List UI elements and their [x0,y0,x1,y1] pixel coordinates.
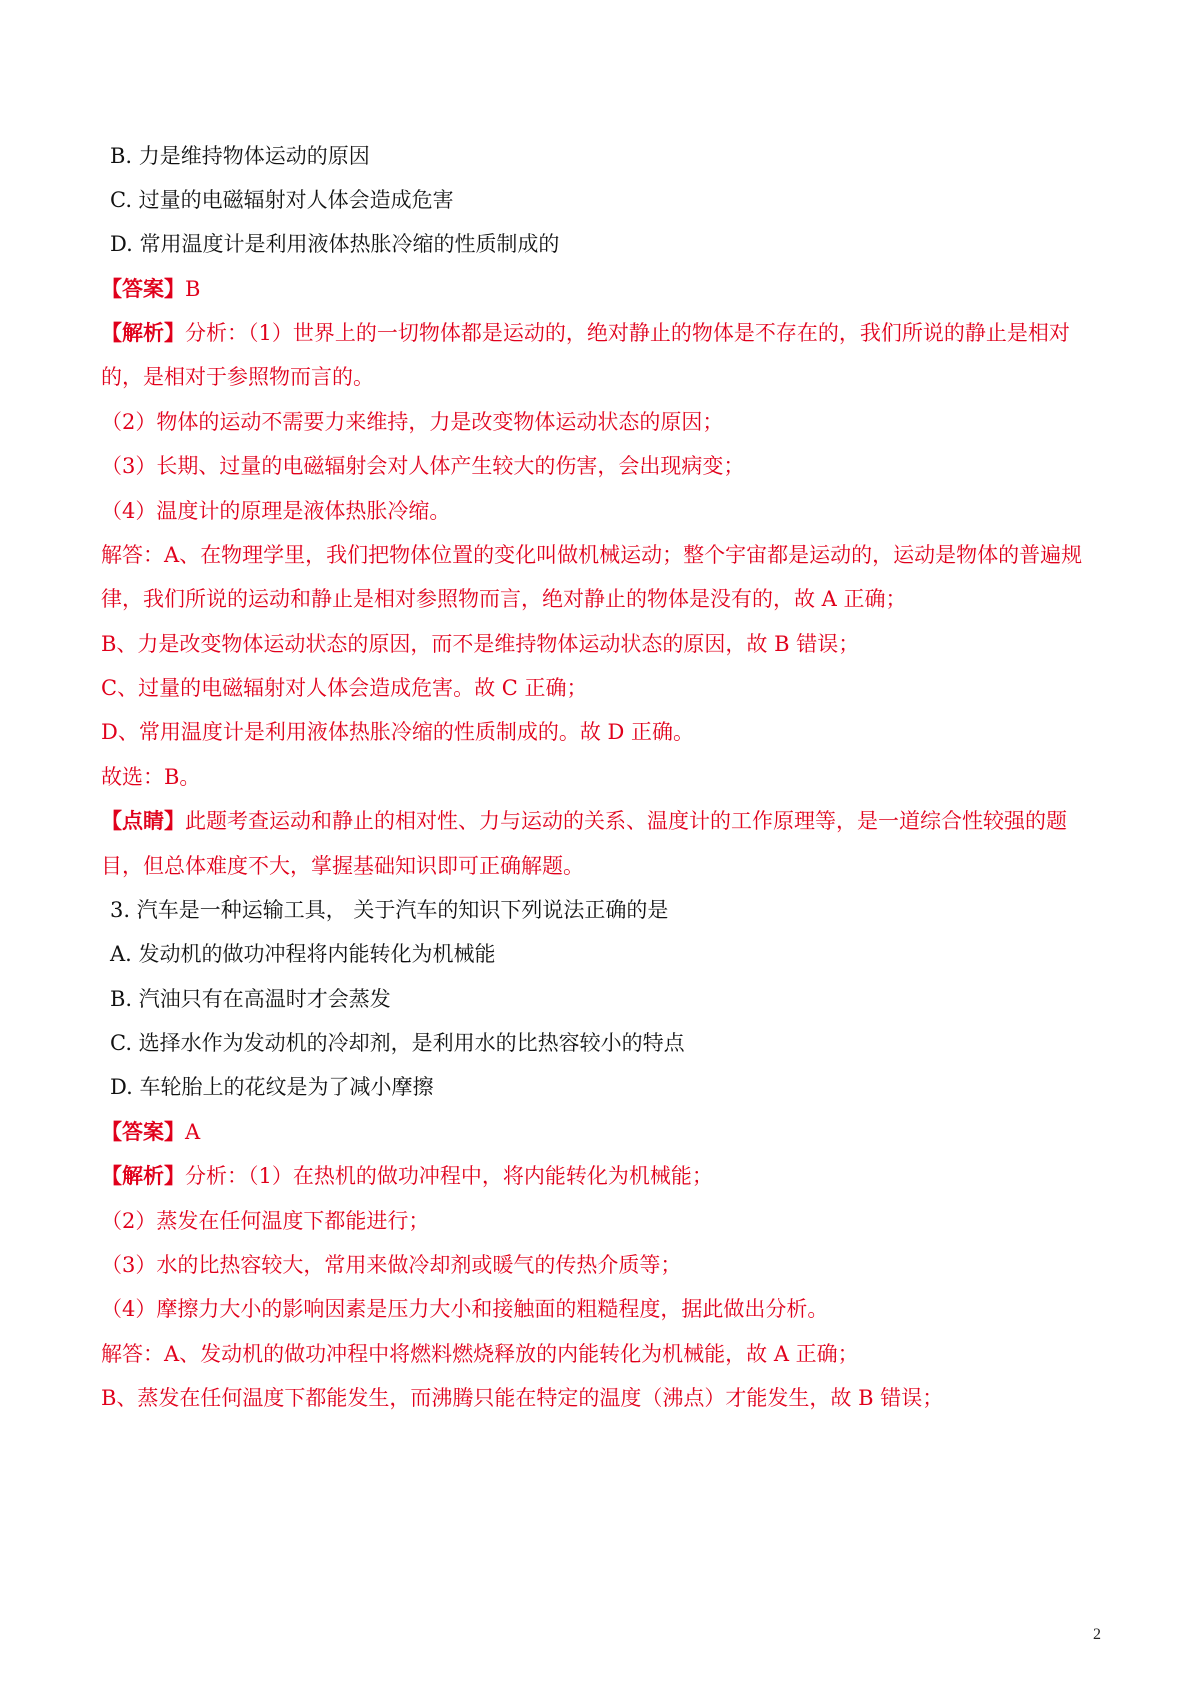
option-b-q3: B. 汽油只有在高温时才会蒸发 [110,987,391,1011]
solution-q3-b: B、蒸发在任何温度下都能发生，而沸腾只能在特定的温度（沸点）才能发生，故 B 错误； [101,1386,944,1410]
analysis-q2-line2: 的，是相对于参照物而言的。 [101,365,374,389]
solution-q2-b: B、力是改变物体运动状态的原因，而不是维持物体运动状态的原因，故 B 错误； [101,632,860,656]
choice-q2: 故选：B。 [101,765,201,789]
solution-q2-d: D、常用温度计是利用液体热胀冷缩的性质制成的。故 D 正确。 [101,720,695,744]
comment-q2-line1: 【点睛】此题考查运动和静止的相对性、力与运动的关系、温度计的工作原理等，是一道综合性较强的题 [101,808,1067,833]
analysis-q2-point4: （4）温度计的原理是液体热胀冷缩。 [101,499,451,523]
option-c-q2: C. 过量的电磁辐射对人体会造成危害 [110,188,454,212]
analysis-q3-point3: （3）水的比热容较大，常用来做冷却剂或暖气的传热介质等； [101,1253,682,1277]
analysis-q2-point2: （2）物体的运动不需要力来维持，力是改变物体运动状态的原因； [101,410,724,434]
analysis-q2-line1: 【解析】分析：（1）世界上的一切物体都是运动的，绝对静止的物体是不存在的，我们所说的静止是相对 [101,320,1070,345]
solution-q2-line2: 律，我们所说的运动和静止是相对参照物而言，绝对静止的物体是没有的，故 A 正确； [101,587,907,611]
analysis-q3-point4: （4）摩擦力大小的影响因素是压力大小和接触面的粗糙程度，据此做出分析。 [101,1297,829,1321]
comment-q2-line2: 目，但总体难度不大，掌握基础知识即可正确解题。 [101,854,584,878]
option-b-q2: B. 力是维持物体运动的原因 [110,144,370,168]
answer-q2: 【答案】B [101,276,201,301]
question-3-stem: 3. 汽车是一种运输工具， 关于汽车的知识下列说法正确的是 [110,898,669,922]
analysis-q3-point2: （2）蒸发在任何温度下都能进行； [101,1209,430,1233]
analysis-q3-point1: 【解析】分析：（1）在热机的做功冲程中，将内能转化为机械能； [101,1163,713,1188]
option-c-q3: C. 选择水作为发动机的冷却剂，是利用水的比热容较小的特点 [110,1031,685,1055]
solution-q3-a: 解答：A、发动机的做功冲程中将燃料燃烧释放的内能转化为机械能，故 A 正确； [101,1342,859,1366]
option-d-q3: D. 车轮胎上的花纹是为了减小摩擦 [110,1075,434,1099]
solution-q2-c: C、过量的电磁辐射对人体会造成危害。故 C 正确； [101,676,588,700]
option-a-q3: A. 发动机的做功冲程将内能转化为机械能 [110,942,496,966]
page-number: 2 [1093,1626,1101,1643]
option-d-q2: D. 常用温度计是利用液体热胀冷缩的性质制成的 [110,232,560,256]
analysis-q2-point3: （3）长期、过量的电磁辐射会对人体产生较大的伤害，会出现病变； [101,454,745,478]
solution-q2-line1: 解答：A、在物理学里，我们把物体位置的变化叫做机械运动；整个宇宙都是运动的，运动是物体的普遍规 [101,543,1083,567]
answer-q3: 【答案】A [101,1119,201,1144]
